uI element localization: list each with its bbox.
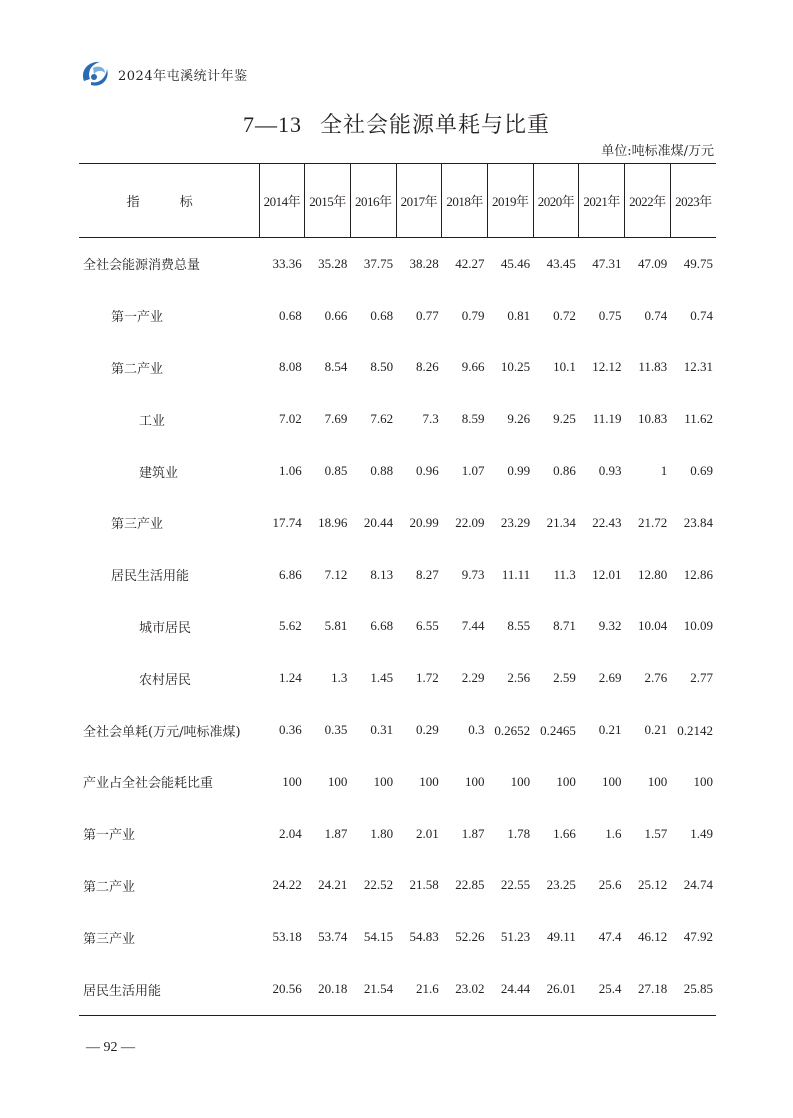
table-cell: 0.74 bbox=[690, 307, 713, 323]
table-cell: 9.73 bbox=[461, 566, 485, 582]
table-cell: 21.72 bbox=[637, 514, 668, 530]
table-cell: 6.55 bbox=[416, 618, 439, 634]
table-cell: 21.34 bbox=[546, 514, 576, 530]
table-cell: 0.68 bbox=[278, 307, 302, 323]
table-cell: 100 bbox=[510, 773, 531, 789]
table-cell: 11.11 bbox=[501, 566, 531, 582]
table-row bbox=[79, 238, 716, 290]
table-cell: 12.12 bbox=[592, 359, 622, 375]
table-body bbox=[79, 238, 716, 1016]
page-header bbox=[78, 56, 248, 92]
table-cell: 1.87 bbox=[461, 825, 485, 841]
table-cell: 0.75 bbox=[598, 307, 622, 323]
table-cell: 22.43 bbox=[592, 514, 622, 530]
table-cell: 9.32 bbox=[598, 618, 622, 634]
table-cell: 5.81 bbox=[324, 618, 348, 634]
table-cell: 22.85 bbox=[455, 877, 485, 893]
table-cell: 100 bbox=[419, 773, 439, 789]
table-cell: 0.21 bbox=[598, 722, 622, 738]
table-row bbox=[79, 756, 716, 808]
table-cell: 9.25 bbox=[553, 411, 576, 427]
table-cell: 0.21 bbox=[644, 722, 668, 738]
year-header: 2020年 bbox=[533, 164, 579, 238]
table-cell: 1.06 bbox=[278, 463, 302, 479]
running-title: 2024年屯溪统计年鉴 bbox=[118, 68, 248, 84]
table-cell: 35.28 bbox=[318, 255, 348, 271]
table-cell: 0.36 bbox=[278, 722, 302, 738]
row-label: 农村居民 bbox=[139, 672, 192, 688]
table-cell: 0.79 bbox=[461, 307, 485, 323]
table-cell: 0.86 bbox=[553, 463, 576, 479]
table-cell: 10.04 bbox=[637, 618, 668, 634]
table-cell: 11.3 bbox=[553, 566, 576, 582]
table-cell: 38.28 bbox=[409, 255, 439, 271]
table-row bbox=[79, 549, 716, 601]
row-label: 建筑业 bbox=[139, 465, 179, 481]
year-header: 2019年 bbox=[487, 164, 533, 238]
table-cell: 1 bbox=[660, 463, 668, 479]
table-cell: 10.09 bbox=[683, 618, 713, 634]
table-cell: 100 bbox=[327, 773, 348, 789]
table-cell: 7.62 bbox=[370, 411, 394, 427]
table-cell: 22.52 bbox=[363, 877, 394, 893]
table-cell: 53.18 bbox=[272, 929, 302, 945]
table-cell: 7.12 bbox=[324, 566, 348, 582]
row-label: 全社会单耗(万元/吨标准煤) bbox=[83, 724, 241, 740]
table-cell: 0.96 bbox=[416, 463, 439, 479]
table-cell: 47.31 bbox=[592, 255, 622, 271]
table-cell: 21.6 bbox=[396, 963, 442, 1015]
table-row bbox=[79, 963, 716, 1015]
table-cell: 100 bbox=[647, 773, 668, 789]
table-cell: 22.09 bbox=[455, 514, 485, 530]
table-cell: 0.93 bbox=[598, 463, 622, 479]
table-cell: 12.86 bbox=[683, 566, 713, 582]
table-cell: 22.55 bbox=[500, 877, 531, 893]
table-cell: 10.83 bbox=[637, 411, 668, 427]
table-cell: 24.22 bbox=[272, 877, 302, 893]
table-cell: 0.29 bbox=[416, 722, 439, 738]
table-cell: 0.2142 bbox=[677, 722, 713, 738]
table-cell: 7.02 bbox=[278, 411, 302, 427]
table-cell: 1.66 bbox=[553, 825, 576, 841]
year-header: 2016年 bbox=[350, 164, 396, 238]
table-cell: 100 bbox=[602, 773, 622, 789]
table-cell: 5.62 bbox=[278, 618, 302, 634]
table-cell: 46.12 bbox=[637, 929, 668, 945]
table-cell: 18.96 bbox=[318, 514, 348, 530]
table-number: 7—13 bbox=[242, 112, 302, 137]
table-cell: 2.04 bbox=[278, 825, 302, 841]
table-cell: 100 bbox=[282, 773, 302, 789]
table-cell: 8.50 bbox=[370, 359, 394, 375]
table-cell: 20.18 bbox=[305, 963, 351, 1015]
table-cell: 0.74 bbox=[644, 307, 668, 323]
table-cell: 2.76 bbox=[644, 670, 668, 686]
table-cell: 6.86 bbox=[278, 566, 302, 582]
table-row bbox=[79, 704, 716, 756]
table-cell: 1.07 bbox=[461, 463, 485, 479]
table-cell: 42.27 bbox=[455, 255, 485, 271]
table-cell: 17.74 bbox=[272, 514, 302, 530]
indicator-header: 指 标 bbox=[79, 164, 259, 238]
table-cell: 8.26 bbox=[416, 359, 439, 375]
table-cell: 8.13 bbox=[370, 566, 394, 582]
table-cell: 9.66 bbox=[461, 359, 485, 375]
row-label: 工业 bbox=[139, 413, 166, 429]
row-label: 第二产业 bbox=[111, 361, 164, 377]
table-row bbox=[79, 445, 716, 497]
table-cell: 49.11 bbox=[547, 929, 576, 945]
table-cell: 2.69 bbox=[598, 670, 622, 686]
table-cell: 1.80 bbox=[370, 825, 394, 841]
table-cell: 100 bbox=[556, 773, 576, 789]
table-cell: 47.4 bbox=[598, 929, 622, 945]
table-cell: 24.44 bbox=[487, 963, 533, 1015]
table-title: 全社会能源单耗与比重 bbox=[319, 113, 550, 138]
table-cell: 23.25 bbox=[546, 877, 576, 893]
row-label: 第一产业 bbox=[83, 828, 136, 844]
table-cell: 1.87 bbox=[324, 825, 348, 841]
table-cell: 0.31 bbox=[370, 722, 394, 738]
table-cell: 54.83 bbox=[409, 929, 439, 945]
table-cell: 26.01 bbox=[533, 963, 579, 1015]
table-cell: 12.01 bbox=[592, 566, 622, 582]
table-cell: 54.15 bbox=[363, 929, 394, 945]
table-cell: 8.54 bbox=[324, 359, 348, 375]
table-cell: 1.3 bbox=[331, 670, 348, 686]
table-row bbox=[79, 393, 716, 445]
year-header: 2018年 bbox=[442, 164, 488, 238]
table-cell: 0.77 bbox=[416, 307, 439, 323]
row-label: 居民生活用能 bbox=[79, 963, 259, 1015]
table-cell: 0.81 bbox=[507, 307, 531, 323]
table-cell: 23.29 bbox=[500, 514, 531, 530]
row-label: 全社会能源消费总量 bbox=[83, 258, 201, 274]
table-cell: 0.72 bbox=[553, 307, 576, 323]
table-cell: 51.23 bbox=[500, 929, 531, 945]
table-cell: 43.45 bbox=[546, 255, 576, 271]
table-cell: 8.55 bbox=[507, 618, 531, 634]
table-cell: 25.85 bbox=[670, 963, 716, 1015]
table-cell: 33.36 bbox=[272, 255, 302, 271]
table-cell: 7.3 bbox=[422, 411, 439, 427]
row-label: 产业占全社会能耗比重 bbox=[83, 776, 214, 792]
row-label: 第三产业 bbox=[111, 517, 164, 533]
table-cell: 0.85 bbox=[324, 463, 348, 479]
unit-label: 单位:吨标准煤/万元 bbox=[601, 144, 714, 159]
table-cell: 100 bbox=[693, 773, 713, 789]
table-cell: 20.44 bbox=[363, 514, 394, 530]
table-cell: 25.4 bbox=[579, 963, 625, 1015]
table-cell: 0.68 bbox=[370, 307, 394, 323]
table-cell: 25.6 bbox=[598, 877, 622, 893]
table-cell: 0.2465 bbox=[540, 722, 576, 738]
table-cell: 8.27 bbox=[416, 566, 439, 582]
table-cell: 10.1 bbox=[553, 359, 576, 375]
table-cell: 100 bbox=[373, 773, 394, 789]
row-label: 第一产业 bbox=[111, 310, 164, 326]
table-cell: 52.26 bbox=[455, 929, 485, 945]
table-row bbox=[79, 290, 716, 342]
table-cell: 20.99 bbox=[409, 514, 439, 530]
table-row bbox=[79, 860, 716, 912]
energy-table bbox=[79, 163, 716, 1016]
table-header-row bbox=[79, 164, 716, 238]
table-row bbox=[79, 808, 716, 860]
table-cell: 37.75 bbox=[363, 255, 394, 271]
year-header: 2017年 bbox=[396, 164, 442, 238]
table-cell: 25.12 bbox=[637, 877, 668, 893]
table-cell: 21.54 bbox=[350, 963, 396, 1015]
table-cell: 11.83 bbox=[638, 359, 668, 375]
table-row bbox=[79, 652, 716, 704]
table-cell: 100 bbox=[464, 773, 485, 789]
table-row bbox=[79, 911, 716, 963]
table-cell: 0.2652 bbox=[494, 722, 531, 738]
table-cell: 27.18 bbox=[625, 963, 671, 1015]
table-cell: 8.08 bbox=[278, 359, 302, 375]
table-cell: 1.45 bbox=[370, 670, 394, 686]
page-title bbox=[0, 108, 793, 139]
page-number: — 92 — bbox=[86, 1040, 135, 1055]
table-row bbox=[79, 497, 716, 549]
year-header: 2015年 bbox=[305, 164, 351, 238]
table-cell: 2.01 bbox=[416, 825, 439, 841]
year-header: 2023年 bbox=[670, 164, 716, 238]
table-cell: 45.46 bbox=[500, 255, 531, 271]
row-label: 第二产业 bbox=[83, 879, 136, 895]
row-label: 居民生活用能 bbox=[111, 569, 190, 585]
table-cell: 8.71 bbox=[553, 618, 576, 634]
table-cell: 11.19 bbox=[592, 411, 622, 427]
year-header: 2022年 bbox=[625, 164, 671, 238]
table-cell: 49.75 bbox=[683, 255, 713, 271]
table-cell: 11.62 bbox=[684, 411, 713, 427]
yearbook-logo-icon bbox=[78, 57, 112, 91]
table-cell: 7.44 bbox=[461, 618, 485, 634]
table-cell: 0.3 bbox=[468, 722, 485, 738]
table-cell: 0.99 bbox=[507, 463, 531, 479]
table-cell: 9.26 bbox=[507, 411, 531, 427]
table-cell: 2.29 bbox=[461, 670, 485, 686]
table-cell: 24.21 bbox=[318, 877, 348, 893]
table-cell: 53.74 bbox=[318, 929, 348, 945]
table-cell: 24.74 bbox=[683, 877, 713, 893]
table-cell: 0.66 bbox=[324, 307, 348, 323]
year-header: 2021年 bbox=[579, 164, 625, 238]
table-row bbox=[79, 342, 716, 394]
table-cell: 0.35 bbox=[324, 722, 348, 738]
table-cell: 8.59 bbox=[461, 411, 485, 427]
table-cell: 47.92 bbox=[683, 929, 713, 945]
table-cell: 1.6 bbox=[605, 825, 622, 841]
year-header: 2014年 bbox=[259, 164, 305, 238]
table-cell: 2.59 bbox=[553, 670, 576, 686]
row-label: 城市居民 bbox=[139, 620, 192, 636]
table-cell: 23.02 bbox=[442, 963, 488, 1015]
table-cell: 2.77 bbox=[690, 670, 713, 686]
table-cell: 47.09 bbox=[637, 255, 668, 271]
table-cell: 1.72 bbox=[416, 670, 439, 686]
table-cell: 1.57 bbox=[644, 825, 668, 841]
row-label: 第三产业 bbox=[83, 931, 136, 947]
table-cell: 12.31 bbox=[683, 359, 713, 375]
table-row bbox=[79, 601, 716, 653]
table-cell: 6.68 bbox=[370, 618, 394, 634]
table-cell: 1.24 bbox=[278, 670, 302, 686]
table-cell: 7.69 bbox=[324, 411, 348, 427]
table-cell: 0.69 bbox=[690, 463, 713, 479]
table-cell: 1.78 bbox=[507, 825, 531, 841]
table-cell: 21.58 bbox=[409, 877, 439, 893]
table-cell: 12.80 bbox=[637, 566, 668, 582]
table-cell: 23.84 bbox=[683, 514, 713, 530]
table-cell: 10.25 bbox=[500, 359, 531, 375]
table-cell: 1.49 bbox=[690, 825, 713, 841]
table-cell: 2.56 bbox=[507, 670, 531, 686]
table-cell: 20.56 bbox=[259, 963, 305, 1015]
table-cell: 0.88 bbox=[370, 463, 394, 479]
